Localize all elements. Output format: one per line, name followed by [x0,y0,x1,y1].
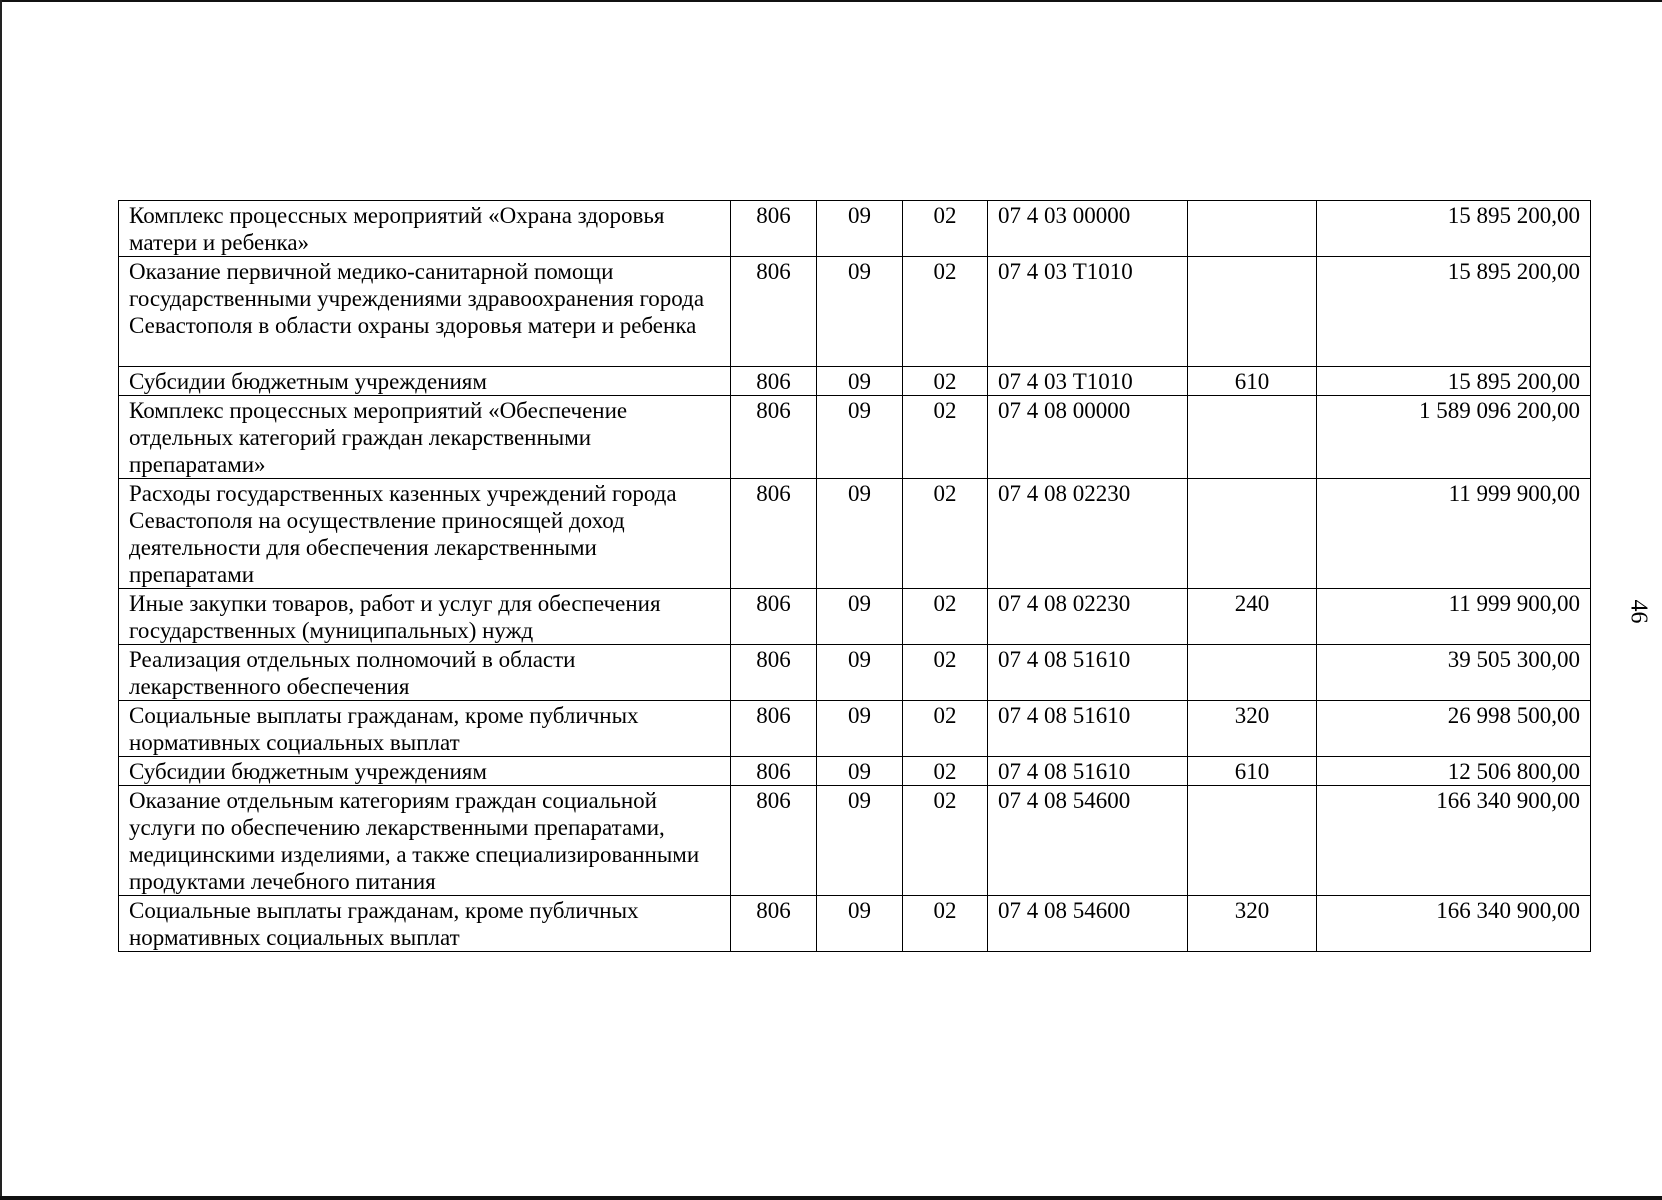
row-rz: 09 [817,257,903,367]
row-ved: 806 [731,367,817,396]
row-sum: 166 340 900,00 [1317,896,1591,952]
row-csr: 07 4 03 Т1010 [988,367,1188,396]
row-sum: 39 505 300,00 [1317,645,1591,701]
row-csr: 07 4 08 51610 [988,645,1188,701]
table-row [119,701,1591,757]
table-row [119,896,1591,952]
row-ved: 806 [731,701,817,757]
row-sum: 15 895 200,00 [1317,201,1591,257]
budget-table [118,200,1591,952]
row-sum: 26 998 500,00 [1317,701,1591,757]
row-vr [1188,201,1317,257]
row-vr: 320 [1188,896,1317,952]
row-sum: 11 999 900,00 [1317,479,1591,589]
table-row [119,786,1591,896]
row-ved: 806 [731,396,817,479]
row-pr: 02 [903,896,988,952]
row-vr [1188,257,1317,367]
row-rz: 09 [817,367,903,396]
row-vr: 610 [1188,367,1317,396]
table-row [119,367,1591,396]
row-name: Оказание первичной медико-санитарной помощи государственными учреждениями здравоохранения города Севастополя в области охраны здоровья матери и ребенка [119,257,731,367]
row-name: Реализация отдельных полномочий в области лекарственного обеспечения [119,645,731,701]
row-name: Социальные выплаты гражданам, кроме публичных нормативных социальных выплат [119,701,731,757]
row-name: Расходы государственных казенных учреждений города Севастополя на осуществление приносящей доход деятельности для обеспечения лекарственными препаратами [119,479,731,589]
row-pr: 02 [903,201,988,257]
row-rz: 09 [817,896,903,952]
table-row [119,757,1591,786]
row-pr: 02 [903,645,988,701]
row-csr: 07 4 08 51610 [988,757,1188,786]
row-csr: 07 4 08 02230 [988,589,1188,645]
table-row [119,589,1591,645]
scan-edge-left [0,0,2,1200]
row-csr: 07 4 03 00000 [988,201,1188,257]
row-name: Субсидии бюджетным учреждениям [119,757,731,786]
row-sum: 11 999 900,00 [1317,589,1591,645]
row-ved: 806 [731,257,817,367]
page-number: 46 [1625,599,1652,624]
row-rz: 09 [817,479,903,589]
row-rz: 09 [817,645,903,701]
row-ved: 806 [731,201,817,257]
row-pr: 02 [903,589,988,645]
table-row [119,257,1591,367]
table-row [119,201,1591,257]
row-vr [1188,645,1317,701]
row-ved: 806 [731,479,817,589]
row-rz: 09 [817,589,903,645]
row-pr: 02 [903,257,988,367]
row-rz: 09 [817,757,903,786]
row-pr: 02 [903,479,988,589]
row-ved: 806 [731,786,817,896]
table-row [119,479,1591,589]
row-name: Субсидии бюджетным учреждениям [119,367,731,396]
row-ved: 806 [731,896,817,952]
row-ved: 806 [731,757,817,786]
table-row [119,396,1591,479]
row-vr: 610 [1188,757,1317,786]
row-vr [1188,479,1317,589]
row-rz: 09 [817,201,903,257]
row-sum: 166 340 900,00 [1317,786,1591,896]
row-ved: 806 [731,645,817,701]
row-sum: 1 589 096 200,00 [1317,396,1591,479]
scan-edge-bottom [0,1196,1662,1200]
row-csr: 07 4 08 54600 [988,786,1188,896]
row-sum: 15 895 200,00 [1317,257,1591,367]
row-csr: 07 4 08 00000 [988,396,1188,479]
row-rz: 09 [817,701,903,757]
row-sum: 15 895 200,00 [1317,367,1591,396]
row-name: Комплекс процессных мероприятий «Обеспечение отдельных категорий граждан лекарственными препаратами» [119,396,731,479]
row-name: Иные закупки товаров, работ и услуг для обеспечения государственных (муниципальных) нужд [119,589,731,645]
row-csr: 07 4 03 Т1010 [988,257,1188,367]
row-name: Социальные выплаты гражданам, кроме публичных нормативных социальных выплат [119,896,731,952]
row-sum: 12 506 800,00 [1317,757,1591,786]
row-pr: 02 [903,786,988,896]
row-pr: 02 [903,701,988,757]
row-rz: 09 [817,786,903,896]
row-pr: 02 [903,396,988,479]
row-vr [1188,786,1317,896]
row-csr: 07 4 08 51610 [988,701,1188,757]
row-vr: 320 [1188,701,1317,757]
row-pr: 02 [903,757,988,786]
row-ved: 806 [731,589,817,645]
row-rz: 09 [817,396,903,479]
row-pr: 02 [903,367,988,396]
row-csr: 07 4 08 54600 [988,896,1188,952]
row-name: Комплекс процессных мероприятий «Охрана здоровья матери и ребенка» [119,201,731,257]
row-vr [1188,396,1317,479]
scan-edge-top [0,0,1662,2]
row-name: Оказание отдельным категориям граждан социальной услуги по обеспечению лекарственными препаратами, медицинскими изделиями, а также специализированными продуктами лечебного питания [119,786,731,896]
table-row [119,645,1591,701]
row-csr: 07 4 08 02230 [988,479,1188,589]
row-vr: 240 [1188,589,1317,645]
